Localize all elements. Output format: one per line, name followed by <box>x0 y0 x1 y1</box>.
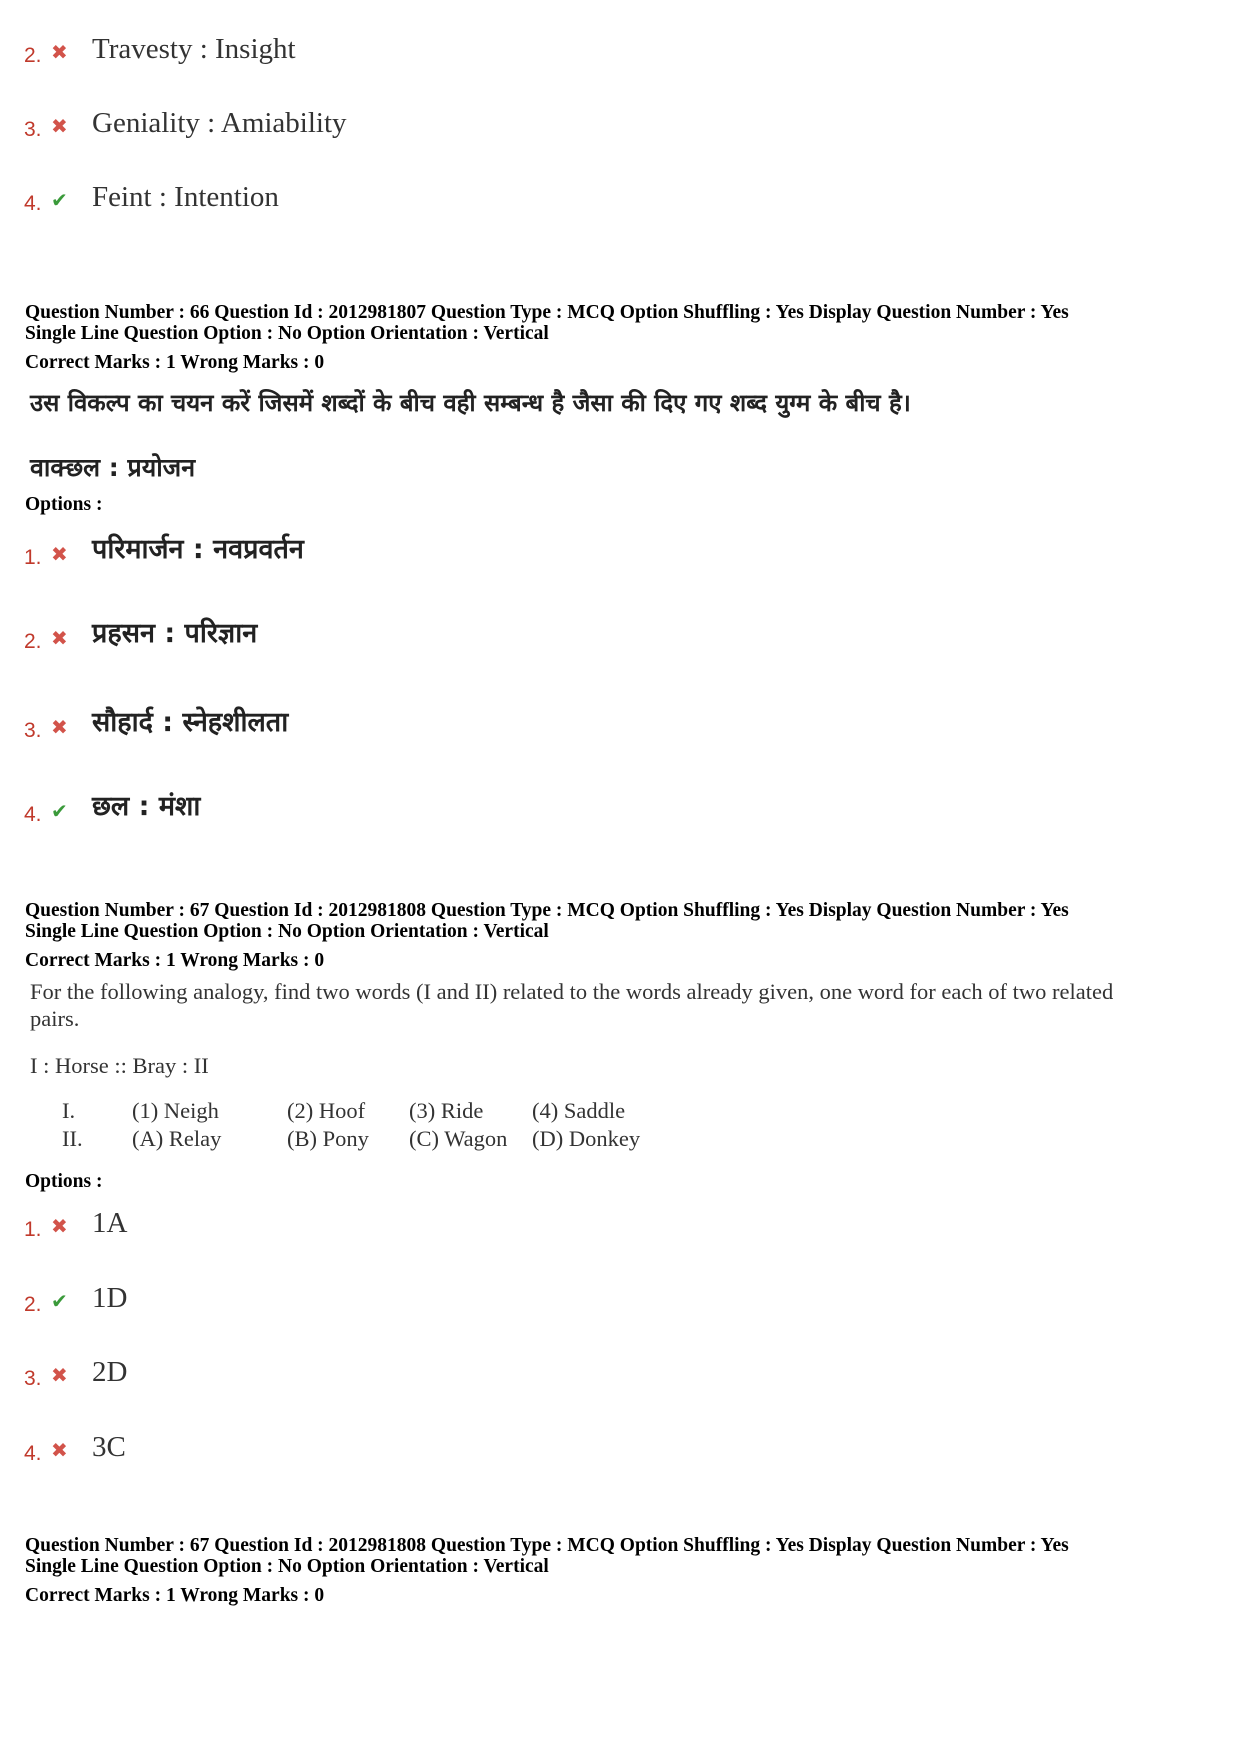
grid-cell: I. <box>62 1098 76 1123</box>
question-meta: Question Number : 66 Question Id : 2012981807 Question Type : MCQ Option Shuffling : Yes Display Question Number : Yes <box>25 302 1069 323</box>
question-marks: Correct Marks : 1 Wrong Marks : 0 <box>25 1585 325 1606</box>
question-text-line2: pairs. <box>30 1006 80 1031</box>
option-text: 3C <box>92 1431 126 1463</box>
grid-cell: (3) Ride <box>409 1098 484 1123</box>
option-number: 3. <box>24 1367 42 1390</box>
option-number: 1. <box>24 546 42 569</box>
option-number: 3. <box>24 719 42 742</box>
grid-cell: (2) Hoof <box>287 1098 366 1123</box>
option-text: Geniality : Amiability <box>92 107 347 139</box>
option-number: 2. <box>24 630 42 653</box>
option-text: प्रहसन : परिज्ञान <box>92 618 258 649</box>
options-label: Options : <box>25 1171 103 1192</box>
option-number: 4. <box>24 1442 42 1465</box>
option-number: 4. <box>24 192 42 215</box>
analogy-text: I : Horse :: Bray : II <box>30 1053 209 1078</box>
option-text: Feint : Intention <box>92 181 279 213</box>
cross-icon: ✖ <box>51 114 68 138</box>
grid-cell: II. <box>62 1126 83 1151</box>
question-meta: Question Number : 67 Question Id : 2012981808 Question Type : MCQ Option Shuffling : Yes Display Question Number : Yes <box>25 900 1069 921</box>
question-meta-line2: Single Line Question Option : No Option Orientation : Vertical <box>25 1556 549 1577</box>
option-text: छल : मंशा <box>92 791 201 822</box>
option-number: 3. <box>24 118 42 141</box>
grid-cell: (B) Pony <box>287 1126 369 1151</box>
check-icon: ✔ <box>51 799 68 823</box>
question-marks: Correct Marks : 1 Wrong Marks : 0 <box>25 352 325 373</box>
question-pair: वाक्छल : प्रयोजन <box>30 453 196 482</box>
option-text: सौहार्द : स्नेहशीलता <box>92 707 289 738</box>
cross-icon: ✖ <box>51 1363 68 1387</box>
option-text: परिमार्जन : नवप्रवर्तन <box>92 534 304 565</box>
question-meta: Question Number : 67 Question Id : 2012981808 Question Type : MCQ Option Shuffling : Yes Display Question Number : Yes <box>25 1535 1069 1556</box>
question-text: उस विकल्प का चयन करें जिसमें शब्दों के बीच वही सम्बन्ध है जैसा की दिए गए शब्द युग्म के बीच है। <box>30 389 911 417</box>
grid-cell: (1) Neigh <box>132 1098 219 1123</box>
question-meta-line2: Single Line Question Option : No Option Orientation : Vertical <box>25 323 549 344</box>
check-icon: ✔ <box>51 188 68 212</box>
question-meta-line2: Single Line Question Option : No Option Orientation : Vertical <box>25 921 549 942</box>
option-text: 1A <box>92 1207 128 1239</box>
option-number: 2. <box>24 44 42 67</box>
grid-cell: (D) Donkey <box>532 1126 641 1151</box>
option-number: 1. <box>24 1218 42 1241</box>
question-text: For the following analogy, find two words (I and II) related to the words already given, one word for each of two related <box>30 979 1114 1004</box>
grid-cell: (A) Relay <box>132 1126 222 1151</box>
option-number: 4. <box>24 803 42 826</box>
cross-icon: ✖ <box>51 626 68 650</box>
cross-icon: ✖ <box>51 40 68 64</box>
cross-icon: ✖ <box>51 715 68 739</box>
question-marks: Correct Marks : 1 Wrong Marks : 0 <box>25 950 325 971</box>
option-text: Travesty : Insight <box>92 33 296 65</box>
check-icon: ✔ <box>51 1289 68 1313</box>
cross-icon: ✖ <box>51 1214 68 1238</box>
cross-icon: ✖ <box>51 1438 68 1462</box>
option-number: 2. <box>24 1293 42 1316</box>
cross-icon: ✖ <box>51 542 68 566</box>
option-text: 2D <box>92 1356 128 1388</box>
grid-cell: (C) Wagon <box>409 1126 508 1151</box>
grid-cell: (4) Saddle <box>532 1098 626 1123</box>
options-label: Options : <box>25 494 103 515</box>
option-text: 1D <box>92 1282 128 1314</box>
